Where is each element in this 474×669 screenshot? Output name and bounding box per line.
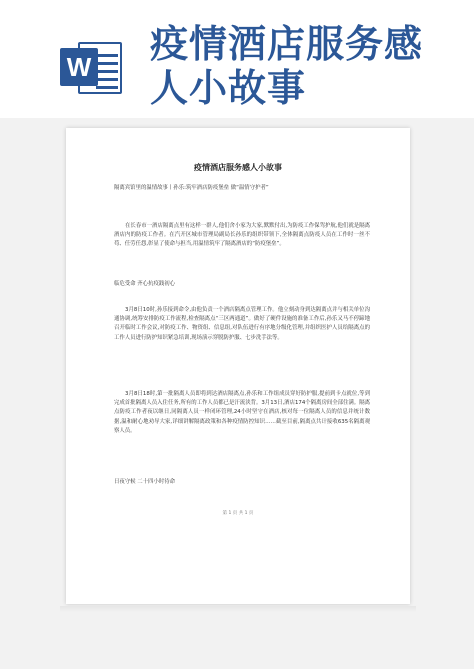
header-banner — [0, 0, 474, 118]
page-footer: 第 1 页 共 1 页 — [222, 511, 254, 516]
word-document-icon — [60, 38, 122, 96]
section-heading-1: 临危受命 齐心抗疫践初心 — [114, 281, 176, 287]
section-heading-2: 日夜守候 二十四小时待命 — [114, 479, 176, 485]
document-title: 疫情酒店服务感人小故事 — [194, 163, 282, 172]
word-letter-badge: W — [60, 48, 98, 86]
paragraph-march-8-evening: 3月8日18时,第一批隔离人员即将到达酒店隔离点,孙乐和工作组成员穿好防护服,提前到卡点就位,等到完成首批隔离人员入住任务,所有的工作人员都已是汗流浃背。3月13日,酒店174个隔离房间全部住满。隔离点防疫工作者夜以继日,同隔离人员一样闭环管理,24小时坚守在酒店,核对每一位隔离人员的信息并统计数据,温和耐心地劝导大家,详细讲解隔离政策和各种疫情防控知识……截至目前,隔离点共计接收635名隔离观察人员。 — [114, 391, 370, 434]
page-title: 疫情酒店服务感人小故事 — [150, 22, 424, 110]
paragraph-subtitle: 隔离宾馆里的温情故事丨孙乐:筑牢酒店防疫堡垒 做“温情守护者” — [114, 185, 269, 191]
document-page — [66, 128, 410, 604]
paragraph-intro: 在长春市一酒店隔离点里有这样一群人,他们舍小家为大家,默默付出,为防疫工作保驾护航,他们就是隔离酒店内的防疫工作者。在汽开区城市管理局副局长孙乐的组织带领下,全体隔离点防疫人员在工作时一丝不苟、任劳任怨,彰显了使命与担当,用温情筑牢了隔离酒店的“防疫堡垒”。 — [114, 223, 370, 248]
paragraph-march-8-morning: 3月8日10时,孙乐接到命令,由他负责一个酒店隔离点管理工作。他立刻动身到达隔离点并与相关单位沟通协调,统筹安排防疫工作流程,检查隔离点“三区两通道”。做好了硬件设施的准备工作后,孙乐又马不停蹄地召开临时工作会议,对防疫工作、物资组、信息组,对队伍进行有序地分级化管理,并组织医护人员给隔离点的工作人员进行防护知识紧急培训,现场演示穿脱防护服、七步洗手法等。 — [114, 307, 370, 341]
page-shadow — [60, 606, 416, 612]
